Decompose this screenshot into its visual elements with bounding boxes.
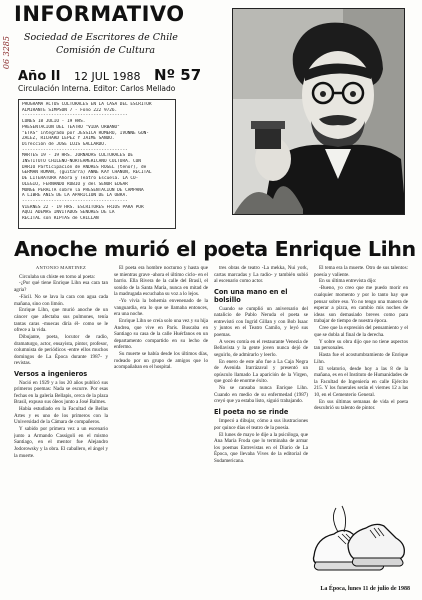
subheading: Versos a ingenieros xyxy=(14,369,88,378)
paragraph: El poeta era hombre nocturno y hasta que se mientras grave -ahora el último ciclo- en el barrio. Ella Rivera de la calle del Brasil, el sonido de la Santa María, nunca en mitad de la madrugada escuchaba su voz a lo lejos. xyxy=(114,265,208,298)
paragraph: tres obras de teatro -La mekka, Nui york, cartas marcadas y La radio- y también subió al escenario como actor. xyxy=(214,265,308,285)
notice-line: VIERNES 22 - 19 HRS. ESCRITORES FRIOS PARA POR xyxy=(22,204,144,210)
notice-line: ---------------------------------------- xyxy=(22,198,128,204)
issue-info xyxy=(18,66,202,84)
paragraph: El lunes de mayo le dije a la psicóloga, que Ana María Froda que lo terminaba de armar los poemas Entrevistas en el Diario de La Época, que llevaba Vives de la editorial de Sudamericana. xyxy=(214,431,308,464)
paragraph: -Bueno, yo creo que me puedo morir en cualquier momento y por lo tanto hay que pensar sobre eso. Yo no tengo una manera de esperar a pizca, en cambio mis noches de ideas son demasiado breves como para trabajar de tiempo de nuestra época. xyxy=(314,285,408,325)
paragraph: Cree que la expresión del pensamiento y el que se dobla al final de la derecha. xyxy=(314,325,408,338)
article-column-1 xyxy=(14,265,108,591)
subheading: El poeta no se rinde xyxy=(214,408,289,417)
notice-line: INSTITUTO CHILENO-NORTEAMERICANO CULTURA. CON xyxy=(22,159,141,165)
notice-line: AQUÍ ADEMÁS INVITADOS SEÑORES DE LA xyxy=(22,210,115,216)
issue-number: Nº 57 xyxy=(154,66,202,84)
paragraph: -¿Por qué tiene Enrique Lihn esa cara tan agria? xyxy=(14,280,108,294)
paragraph: Había estudiado en la Facultad de Bellas Artes y es uno de los primeros con la Universidad de la Cámara de compañeros. xyxy=(14,406,108,426)
notice-line: Dirección de JOSE LUIS GALLARDO. xyxy=(22,141,107,147)
issue-date: 12 JUL 1988 xyxy=(74,70,141,83)
notice-line: ZALEZ, RICHARD LEPEZ Y JAIME SANDO. xyxy=(22,136,115,142)
paragraph: Cuando se cumplió un aniversario del natalicio de Pablo Neruda el poeta se entrevistó con Ingrid Gillan y con Bob Isaac y juntos en el Teatro Camilo, y leyó sus poemas. xyxy=(214,305,308,338)
paragraph: Y sabido por primera vez a un escenario junto a Armando Cassigoli en el mismo Santiago, en el mentor fue Alejandro Jodorowsky y la obra. El caballero, el ángel y la muerte. xyxy=(14,426,108,459)
paragraph: Impecó a dibujar, cómo a sus ilustraciones por quince días el teatro de la poesía. xyxy=(214,418,308,431)
notice-line: "ETAS" integrado por JESSICA ROMERO, IVONNE GON- xyxy=(22,130,149,136)
notice-line: GERMAN ROMAN, (guitarra) ANNE KAY CHANUN, RECITAL xyxy=(22,170,152,176)
article-column-4 xyxy=(314,265,408,481)
article-column-2 xyxy=(114,265,208,591)
notice-line: DE LITERATURA Ahora y Teatro Escuela. LA CO- xyxy=(22,176,139,182)
notice-line: MONGE PERALTA sobre la PRESENTACIÓN DE CAMPAÑA xyxy=(22,187,144,193)
handwritten-archive-note: 06 3285 xyxy=(2,36,11,70)
notice-line: RECITAL son RIPTAS de CHILLAN xyxy=(22,216,99,222)
paragraph: -Fácil. No se lava la cara con agua cada mañana, sino con limón. xyxy=(14,293,108,307)
notice-line: PRESENTACION DEL TEATRO "VIDA URBANO" xyxy=(22,124,120,130)
paragraph: A veces comía en el restaurante Venezia de Bellavista y la gente joven nunca dejó de seguirlo, de admirarlo y leerlo. xyxy=(214,338,308,358)
paragraph: No se cansaba nunca Enrique Lihn. Cuando en medio de su enfermedad (1987) creyó que ya estaba listo, siguió trabajando. xyxy=(214,385,308,405)
masthead-society: Sociedad de Escritores de Chile xyxy=(24,32,178,43)
notice-line: OLEGIO, FERNANDO RUBIO y del SEÑOR EDGAR xyxy=(22,181,128,187)
paragraph: En su última entrevista dijo: xyxy=(319,278,377,285)
masthead-commission: Comisión de Cultura xyxy=(56,45,156,56)
notice-line: ---------------------------------------- xyxy=(22,147,128,153)
paragraph: Enrique Lihn, que murió anoche de un cáncer que afectaba sus pulmones, tenía tantas caras -muecas diría él- como se le ofrece a la vida. xyxy=(14,307,108,334)
paragraph: Dibujante, poeta, locutor de radio, dramaturgo, actor, ensayista, pintor, profesor, columnista de periódicos -entre ellos muchos domingos de La Época durante 1987- y revistas. xyxy=(14,334,108,367)
masthead-title: INFORMATIVO xyxy=(14,2,185,26)
notice-line: MARTES 19 - 19 HRS. JORNADAS CULTURALES DE xyxy=(22,153,134,159)
paragraph: Enrique Lihn se creía solo una vez y su hija Andrea, que vive en París. Buscaba en Santiago su casa de la calle Huérfanos en un departamento compartido en su lecho de enfermo. xyxy=(114,318,208,351)
paragraph: Circulaba un chiste en torno al poeta: xyxy=(19,273,96,280)
notice-line: PROGRAMA ACTOS CULTURALES EN LA CASA DEL ESCRITOR xyxy=(22,102,152,107)
notice-line: DARIO Participación de ANDRES ROGEL (tenor), de xyxy=(22,164,147,170)
notice-line: LUNES 18 JULIO - 19 HRS. xyxy=(22,119,86,125)
paragraph: Hasta fue el acostumbramiento de Enrique Lihn. xyxy=(314,352,408,365)
notice-line: ---------------------------------------- xyxy=(22,113,128,119)
poet-portrait-photo xyxy=(232,8,405,215)
subheading: Con una mano en el bolsillo xyxy=(214,287,288,304)
issue-year: Año II xyxy=(18,69,61,84)
notice-line: ALMIRANTE SIMPSON 7 - Fono 222 9726. xyxy=(22,107,118,113)
paragraph: -Yo vivía la bohemia envenenado de la vanguardia, era lo que se llamaba entonces, era una noche. xyxy=(114,298,208,318)
article-headline: Anoche murió el poeta Enrique Lihn xyxy=(14,237,416,261)
sneakers-illustration xyxy=(308,498,408,580)
paragraph: En sus últimas semanas de vida el poeta descubrió su talento de pintor. xyxy=(314,398,408,412)
paragraph: Y sobre su obra dijo que no tiene aspectos tan personales. xyxy=(314,338,408,352)
paragraph: El tema era la muerte. Otro de sus talentos: poesía y valiente. xyxy=(314,265,408,278)
events-notice-box xyxy=(18,99,176,229)
article-source: La Época, lunes 11 de julio de 1988 xyxy=(320,586,410,592)
notice-line: A LIBRE ANIS DE LA APARICION DE LA OBRA. xyxy=(22,193,128,199)
paragraph: Su muerte se había desde los últimos días, rodeado por un grupo de amigos que lo acompañaban en el hospital. xyxy=(114,351,208,371)
article-column-3 xyxy=(214,265,308,591)
paragraph: El velatorio, desde hoy a las 8 de la mañana, es en el Instituto de Humanidades de la Facultad de Ingeniería en calle Ejército 215. Y los funerales serán el viernes 12 a las 10, en el Cementerio General. xyxy=(314,365,408,398)
circulation-editor: Circulación Interna. Editor: Carlos Mellado xyxy=(18,84,176,93)
paragraph: Nació en 1929 y a los 20 años publicó sus primeros poemas: Nada se escurre. Por esas fechas en la galería Bellapis, cerca de la plaza Brasil, expuso sus óleos junto a José Balmes. xyxy=(14,379,108,406)
poet-portrait-illustration xyxy=(233,9,405,215)
article-byline: ANTONIO MARTINEZ xyxy=(35,265,87,270)
paragraph: En enero de este año fue a La Caja Negra de Avenida Irarrázaval y presentó un opúsculo llamado La aparición de la Virgen, que gozó de enorme éxito. xyxy=(214,358,308,385)
